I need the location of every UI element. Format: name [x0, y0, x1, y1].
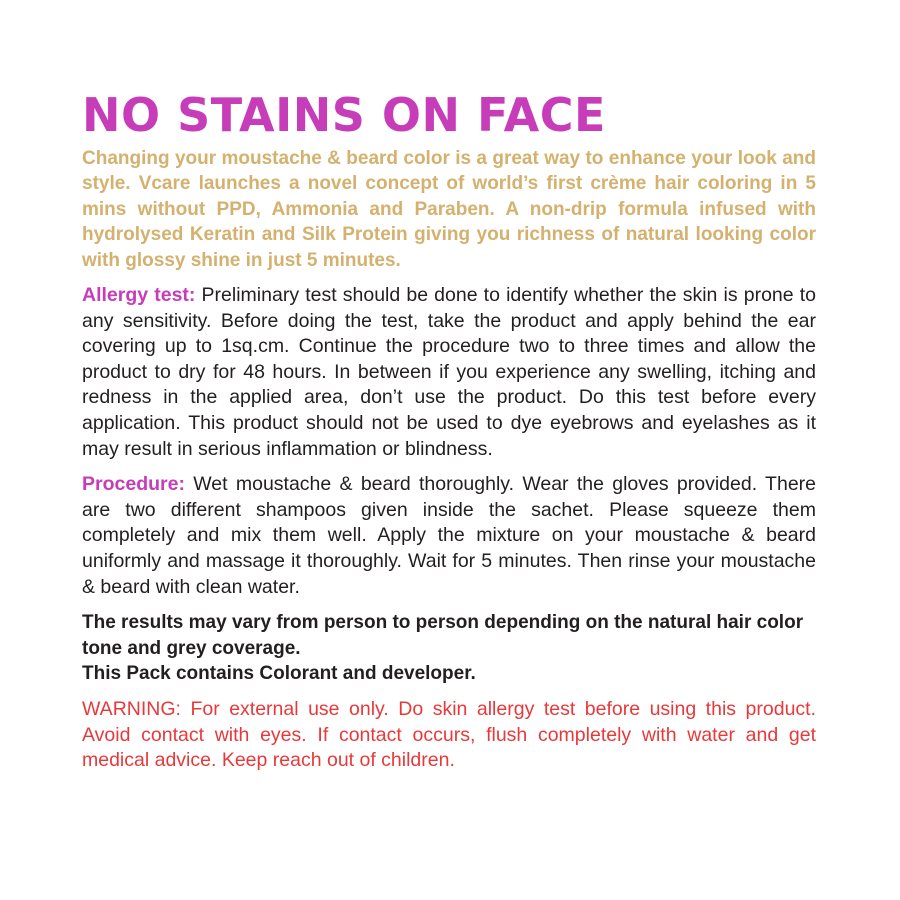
- procedure-paragraph: [82, 472, 816, 600]
- results-disclaimer: The results may vary from person to person depending on the natural hair color tone and grey coverage.: [82, 612, 804, 659]
- procedure-label: Procedure:: [82, 473, 185, 496]
- intro-paragraph: Changing your moustache & beard color is a great way to enhance your look and style. Vcare launches a novel concept of world’s first crème hair coloring in 5 mins without PPD, Ammonia and Paraben. A non-drip formula infused with hydrolysed Keratin and Silk Protein giving you richness of natural looking color with glossy shine in just 5 minutes.: [82, 148, 816, 271]
- warning-paragraph: WARNING: For external use only. Do skin allergy test before using this product. Avoid contact with eyes. If contact occurs, flush completely with water and get medical advice. Keep reach out of children.: [82, 697, 816, 772]
- product-description: [82, 88, 816, 774]
- allergy-test-label: Allergy test:: [82, 284, 196, 307]
- pack-contents: This Pack contains Colorant and developer.: [82, 663, 476, 685]
- allergy-test-text: Preliminary test should be done to identify whether the skin is prone to any sensitivity. Before doing the test, take the product and apply behind the ear covering up to 1sq.cm. Continue the procedure two to three times and allow the product to dry for 48 hours. In between if you experience any swelling, itching and redness in the applied area, don’t use the product. Do this test before every application. This product should not be used to dye eyebrows and eyelashes as it may result in serious inflammation or blindness.: [82, 284, 817, 460]
- results-note: [82, 610, 816, 687]
- allergy-test-paragraph: [82, 283, 816, 462]
- page-title: NO STAINS ON FACE: [82, 88, 606, 142]
- procedure-text: Wet moustache & beard thoroughly. Wear the gloves provided. There are two different shampoos given inside the sachet. Please squeeze them completely and mix them well. Apply the mixture on your moustache & beard uniformly and massage it thoroughly. Wait for 5 minutes. Then rinse your moustache & beard with clean water.: [82, 473, 816, 598]
